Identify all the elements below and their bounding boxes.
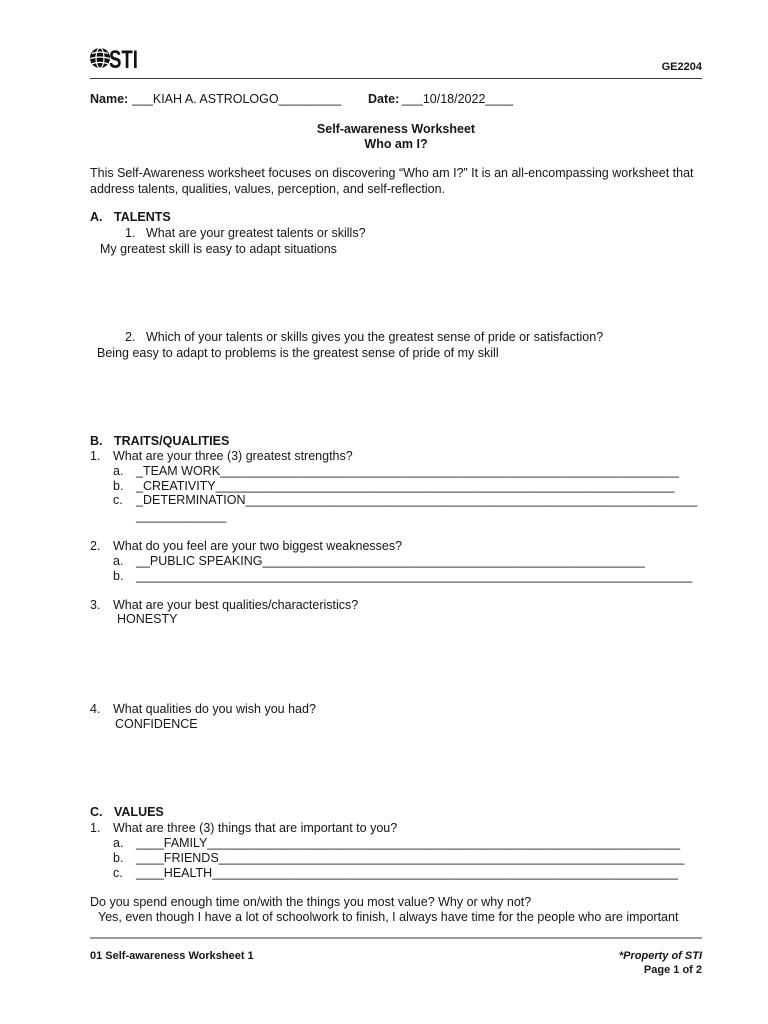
item-letter: c. [113, 493, 123, 507]
question-number: 4. [90, 702, 101, 716]
section-heading-traits: TRAITS/QUALITIES [114, 434, 230, 448]
globe-icon [90, 48, 110, 68]
question-number: 1. [90, 821, 101, 835]
item-letter: a. [113, 554, 124, 568]
section-heading-talents: TALENTS [114, 210, 171, 224]
question-number: 1. [125, 226, 136, 240]
item-letter: a. [113, 464, 124, 478]
strength-field-overflow: _____________ [136, 509, 227, 523]
intro-line: This Self-Awareness worksheet focuses on discovering “Who am I?” It is an all-encompassing worksheet that [90, 166, 694, 180]
question-text: What are your three (3) greatest strengths? [113, 449, 353, 463]
answer-text: Yes, even though I have a lot of schoolwork to finish, I always have time for the people who are important [98, 910, 679, 924]
value-field: ____FAMILY____________________________________________________________________ [136, 836, 681, 850]
value-field: ____HEALTH___________________________________________________________________ [136, 866, 678, 880]
worksheet-subtitle: Who am I? [364, 137, 428, 151]
section-letter: A. [90, 210, 103, 224]
logo-text: STI [109, 46, 138, 74]
strength-field: _DETERMINATION_________________________________________________________________ [136, 493, 698, 507]
date-label: Date: [368, 92, 400, 106]
section-letter: B. [90, 434, 103, 448]
question-text: What are three (3) things that are important to you? [113, 821, 398, 835]
footer-module-title: 01 Self-awareness Worksheet 1 [90, 950, 254, 962]
page-number: Page 1 of 2 [643, 964, 702, 976]
question-text: What do you feel are your two biggest weaknesses? [113, 539, 403, 553]
strength-field: _TEAM WORK__________________________________________________________________ [136, 464, 679, 478]
question-text: What are your greatest talents or skills? [146, 226, 366, 240]
header-divider [90, 78, 702, 79]
answer-text: My greatest skill is easy to adapt situations [100, 242, 337, 256]
course-code: GE2204 [661, 61, 702, 73]
answer-text: CONFIDENCE [115, 717, 198, 731]
item-letter: b. [113, 479, 124, 493]
item-letter: b. [113, 851, 124, 865]
question-text: What qualities do you wish you had? [113, 702, 316, 716]
section-letter: C. [90, 805, 103, 819]
weakness-field: ________________________________________________________________________________ [136, 569, 693, 583]
question-text: Do you spend enough time on/with the things you most value? Why or why not? [90, 895, 532, 909]
answer-text: HONESTY [117, 612, 178, 626]
answer-text: Being easy to adapt to problems is the greatest sense of pride of my skill [97, 346, 499, 360]
question-text: Which of your talents or skills gives you the greatest sense of pride or satisfaction? [146, 330, 604, 344]
section-heading-values: VALUES [114, 805, 164, 819]
question-text: What are your best qualities/characteristics? [113, 598, 359, 612]
worksheet-title: Self-awareness Worksheet [316, 122, 476, 136]
item-letter: a. [113, 836, 124, 850]
item-letter: b. [113, 569, 124, 583]
name-field: ___KIAH A. ASTROLOGO_________ [132, 92, 342, 106]
name-label: Name: [90, 92, 129, 106]
intro-line: address talents, qualities, values, perception, and self-reflection. [90, 182, 446, 196]
item-letter: c. [113, 866, 123, 880]
weakness-field: __PUBLIC SPEAKING_______________________________________________________ [136, 554, 645, 568]
question-number: 2. [90, 539, 101, 553]
footer-property-note: *Property of STI [618, 950, 702, 962]
question-number: 3. [90, 598, 101, 612]
sti-logo [89, 45, 139, 74]
date-field: ___10/18/2022____ [402, 92, 514, 106]
footer-divider [90, 937, 702, 939]
strength-field: _CREATIVITY__________________________________________________________________ [136, 479, 675, 493]
question-number: 2. [125, 330, 136, 344]
value-field: ____FRIENDS___________________________________________________________________ [136, 851, 685, 865]
question-number: 1. [90, 449, 101, 463]
